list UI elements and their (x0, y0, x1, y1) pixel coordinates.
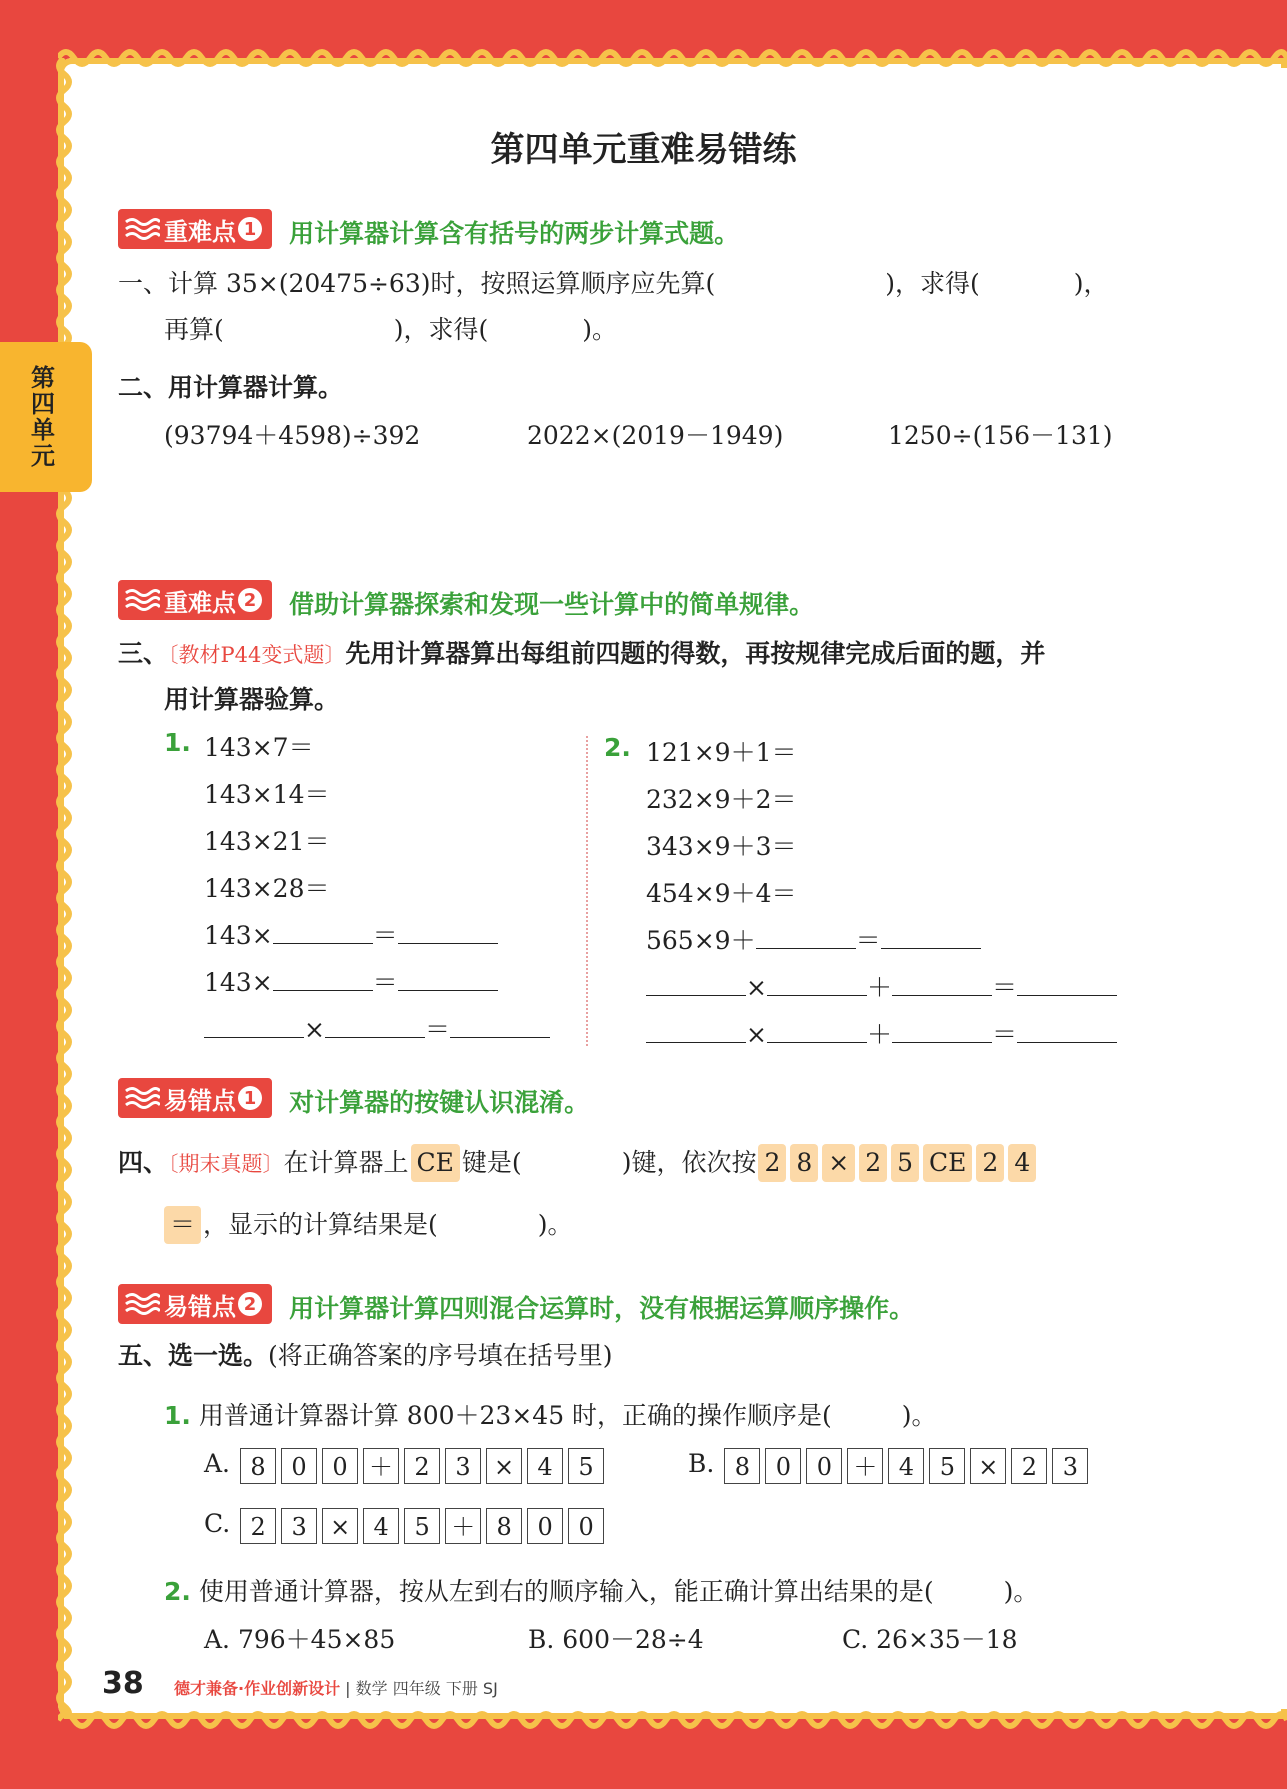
q1-text-b: )，求得( (885, 269, 980, 298)
equals-key: ＝ (164, 1206, 201, 1244)
unit-side-tab (0, 342, 92, 492)
q4-source-tag: 〔期末真题〕 (168, 1152, 284, 1176)
equals-sign: ＝ (372, 921, 398, 950)
option-c-label: C. (204, 1509, 231, 1538)
problem-1-number: 1. (164, 1401, 191, 1430)
answer-blank[interactable] (273, 968, 373, 991)
section-1-heading: 用计算器计算含有括号的两步计算式题。 (289, 219, 740, 248)
group-2-row-3: 343×9＋3＝ (646, 832, 797, 861)
wavy-bottom-border (58, 1706, 1287, 1734)
q4-text-d: ，显示的计算结果是( (203, 1210, 438, 1239)
group-2-number: 2. (604, 733, 631, 762)
section-1-badge (118, 209, 272, 249)
section-2-badge (118, 580, 272, 620)
answer-blank[interactable] (646, 973, 746, 996)
key-box: 4 (527, 1448, 563, 1484)
key-box: 8 (724, 1448, 760, 1484)
answer-blank[interactable] (767, 1020, 867, 1043)
footer-book-info: 数学 四年级 下册 SJ (355, 1679, 498, 1698)
problem-2-option-b: B. 600－28÷4 (528, 1625, 704, 1654)
key-box: 2 (240, 1508, 276, 1544)
section-2-header (118, 580, 814, 621)
question-3-line-2: 用计算器验算。 (164, 685, 340, 714)
q3-prefix: 三、 (118, 639, 169, 668)
wavy-top-border (58, 44, 1287, 72)
q4-prefix: 四、 (118, 1148, 169, 1177)
section-1-header (118, 209, 739, 250)
group-1-row-5 (204, 916, 498, 952)
section-3-heading: 对计算器的按键认识混淆。 (289, 1088, 590, 1117)
key-box: 0 (568, 1508, 604, 1544)
q5-note: (将正确答案的序号填在括号里) (268, 1341, 613, 1370)
section-4-header (118, 1284, 914, 1325)
key-box: 2 (1011, 1448, 1047, 1484)
badge-number: 2 (238, 1292, 262, 1316)
answer-blank[interactable] (450, 1015, 550, 1038)
key-box: 3 (1052, 1448, 1088, 1484)
waves-icon (124, 587, 160, 613)
option-b-label: B. (688, 1449, 715, 1478)
problem-2-number: 2. (164, 1577, 191, 1606)
section-4-badge (118, 1284, 272, 1324)
calculator-key: CE (923, 1144, 972, 1182)
q4-text-c: )键，依次按 (621, 1148, 757, 1177)
problem-1-end: )。 (901, 1401, 937, 1430)
key-box: 4 (363, 1508, 399, 1544)
key-box: 0 (527, 1508, 563, 1544)
q4-key-sequence (756, 1148, 1038, 1177)
calculator-key: × (822, 1144, 855, 1182)
group-1-row-2: 143×14＝ (204, 780, 330, 809)
footer-info: 德才兼备·作业创新设计 | 数学 四年级 下册 SJ (174, 1679, 498, 1698)
q4-text-a: 在计算器上 (283, 1148, 409, 1177)
answer-blank[interactable] (767, 973, 867, 996)
question-2-heading: 二、用计算器计算。 (118, 373, 344, 402)
q1-text-a: 一、计算 35×(20475÷63)时，按照运算顺序应先算( (118, 269, 716, 298)
badge-number: 1 (238, 1086, 262, 1110)
equals-sign: ＝ (424, 1015, 450, 1044)
group-1-row-6 (204, 963, 498, 999)
key-box: ＋ (847, 1448, 883, 1484)
question-3-line-1 (118, 634, 1045, 670)
waves-icon (124, 1291, 160, 1317)
key-box: 0 (281, 1448, 317, 1484)
key-box: × (970, 1448, 1006, 1484)
row-prefix: 565×9＋ (646, 926, 756, 955)
group-2-row-4: 454×9＋4＝ (646, 879, 797, 908)
key-box: ＋ (363, 1448, 399, 1484)
key-box: 0 (806, 1448, 842, 1484)
key-box: 8 (240, 1448, 276, 1484)
times-sign: × (746, 973, 767, 1002)
answer-blank[interactable] (881, 926, 981, 949)
equals-sign: ＝ (991, 1020, 1017, 1049)
option-a-keys (240, 1449, 609, 1481)
key-box: 5 (929, 1448, 965, 1484)
row-prefix: 143× (204, 968, 273, 997)
badge-text: 重难点 (164, 217, 236, 246)
key-box: 0 (322, 1448, 358, 1484)
group-1-row-3: 143×21＝ (204, 827, 330, 856)
problem-2-option-c: C. 26×35－18 (842, 1625, 1018, 1654)
answer-blank[interactable] (398, 921, 498, 944)
group-1-row-7 (204, 1010, 550, 1046)
key-box: × (486, 1448, 522, 1484)
key-box: 2 (404, 1448, 440, 1484)
option-a (204, 1444, 609, 1484)
calculator-key: 2 (859, 1144, 887, 1182)
key-box: 3 (445, 1448, 481, 1484)
key-box: 5 (404, 1508, 440, 1544)
q2-expression-2: 2022×(2019－1949) (527, 421, 784, 450)
answer-blank[interactable] (273, 921, 373, 944)
q5-title: 五、选一选。 (118, 1341, 269, 1370)
group-1-row-1: 143×7＝ (204, 733, 314, 762)
question-5-heading (118, 1336, 613, 1372)
question-4-line-2 (162, 1205, 573, 1245)
equals-sign: ＝ (991, 973, 1017, 1002)
answer-blank[interactable] (1017, 1020, 1117, 1043)
q4-text-e: )。 (537, 1210, 573, 1239)
option-c-keys (240, 1509, 609, 1541)
answer-blank[interactable] (204, 1015, 304, 1038)
answer-blank[interactable] (325, 1015, 425, 1038)
problem-1 (164, 1396, 937, 1432)
plus-sign: ＋ (866, 1020, 892, 1049)
row-prefix: 143× (204, 921, 273, 950)
calculator-key: 2 (976, 1144, 1004, 1182)
answer-blank[interactable] (892, 973, 992, 996)
q1-text-e: )，求得( (393, 315, 489, 344)
waves-icon (124, 216, 160, 242)
times-sign: × (304, 1015, 325, 1044)
group-2-row-5 (646, 921, 981, 957)
answer-blank[interactable] (1017, 973, 1117, 996)
q1-text-c: )， (1073, 269, 1109, 298)
calculator-key: 5 (891, 1144, 919, 1182)
ce-key: CE (411, 1144, 460, 1182)
group-2-row-1: 121×9＋1＝ (646, 738, 797, 767)
badge-text: 重难点 (164, 588, 236, 617)
problem-2 (164, 1572, 1038, 1608)
key-box: 4 (888, 1448, 924, 1484)
q3-text-a: 先用计算器算出每组前四题的得数，再按规律完成后面的题，并 (345, 639, 1046, 668)
q2-expression-1: (93794＋4598)÷392 (164, 421, 421, 450)
unit-side-tab-label: 第四单元 (26, 365, 55, 469)
problem-1-text: 用普通计算器计算 800＋23×45 时，正确的操作顺序是( (198, 1401, 832, 1430)
problem-2-option-a: A. 796＋45×85 (204, 1625, 396, 1654)
footer-brand: 德才兼备·作业创新设计 (174, 1679, 341, 1698)
question-1-line-1 (118, 264, 1109, 300)
section-3-header (118, 1078, 589, 1119)
wavy-left-border (52, 58, 76, 1719)
answer-blank[interactable] (756, 926, 856, 949)
page-title: 第四单元重难易错练 (490, 130, 797, 170)
option-a-label: A. (204, 1449, 231, 1478)
group-1-number: 1. (164, 728, 191, 757)
badge-text: 易错点 (164, 1292, 236, 1321)
group-2-row-6 (646, 968, 1117, 1004)
q2-expression-3: 1250÷(156－131) (888, 421, 1113, 450)
option-c (204, 1504, 609, 1544)
group-2-row-7 (646, 1015, 1117, 1051)
key-box: 3 (281, 1508, 317, 1544)
option-b (688, 1444, 1093, 1484)
group-1-row-4: 143×28＝ (204, 874, 330, 903)
question-1-line-2 (164, 310, 617, 346)
calculator-key: 2 (758, 1144, 786, 1182)
q1-text-f: )。 (582, 315, 618, 344)
q3-source-tag: 〔教材P44变式题〕 (168, 643, 346, 667)
equals-sign: ＝ (372, 968, 398, 997)
page-number: 38 (102, 1666, 144, 1701)
key-box: 0 (765, 1448, 801, 1484)
waves-icon (124, 1085, 160, 1111)
key-box: × (322, 1508, 358, 1544)
badge-text: 易错点 (164, 1086, 236, 1115)
q1-text-d: 再算( (164, 315, 224, 344)
answer-blank[interactable] (646, 1020, 746, 1043)
key-box: ＋ (445, 1508, 481, 1544)
times-sign: × (746, 1020, 767, 1049)
key-box: 8 (486, 1508, 522, 1544)
problem-2-end: )。 (1003, 1577, 1039, 1606)
problem-2-text: 使用普通计算器，按从左到右的顺序输入，能正确计算出结果的是( (198, 1577, 934, 1606)
calculator-key: 4 (1008, 1144, 1036, 1182)
answer-blank[interactable] (892, 1020, 992, 1043)
question-4-line-1 (118, 1143, 1038, 1184)
badge-number: 1 (238, 217, 262, 241)
column-divider (586, 736, 588, 1046)
badge-number: 2 (238, 588, 262, 612)
equals-sign: ＝ (855, 926, 881, 955)
group-2-row-2: 232×9＋2＝ (646, 785, 797, 814)
q4-text-b: 键是( (461, 1148, 522, 1177)
section-2-heading: 借助计算器探索和发现一些计算中的简单规律。 (289, 590, 815, 619)
section-3-badge (118, 1078, 272, 1118)
option-b-keys (724, 1449, 1093, 1481)
plus-sign: ＋ (866, 973, 892, 1002)
calculator-key: 8 (790, 1144, 818, 1182)
section-4-heading: 用计算器计算四则混合运算时，没有根据运算顺序操作。 (289, 1294, 915, 1323)
key-box: 5 (568, 1448, 604, 1484)
answer-blank[interactable] (398, 968, 498, 991)
